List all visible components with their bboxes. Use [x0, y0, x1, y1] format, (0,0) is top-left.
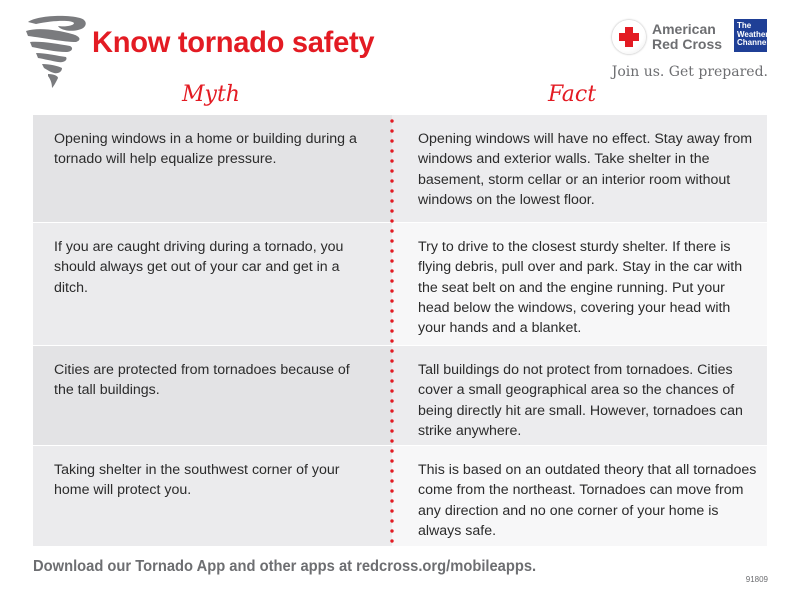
footer-app-download-text: Download our Tornado App and other apps at redcross.org/mobileapps. — [33, 558, 537, 575]
fact-cell: Opening windows will have no effect. Stay away from windows and exterior walls. Take shelter in the basement, storm cellar or an interior room without windows on the lowest floor. — [392, 115, 767, 222]
myth-column-heading: Myth — [182, 82, 240, 107]
document-code: 91809 — [745, 575, 768, 584]
weather-channel-line-2: Weather — [737, 29, 769, 39]
red-cross-logo-text — [652, 22, 722, 52]
table-row — [33, 223, 767, 345]
weather-channel-line-1: The — [737, 21, 752, 30]
table-row — [33, 446, 767, 546]
myth-cell: If you are caught driving during a tornado, you should always get out of your car and get in a ditch. — [33, 223, 392, 345]
dotted-column-divider — [390, 116, 394, 548]
fact-cell: Tall buildings do not protect from tornadoes. Cities cover a small geographical area so the chances of being directly hit are small. However, tornadoes can strike anywhere. — [392, 346, 767, 445]
tornado-icon — [24, 14, 90, 88]
table-row — [33, 346, 767, 445]
fact-column-heading: Fact — [548, 82, 597, 107]
red-cross-icon — [612, 20, 646, 54]
myth-cell: Opening windows in a home or building during a tornado will help equalize pressure. — [33, 115, 392, 222]
myth-cell: Taking shelter in the southwest corner of your home will protect you. — [33, 446, 392, 546]
page-title: Know tornado safety — [92, 26, 375, 59]
myth-fact-table — [33, 115, 767, 546]
myth-cell: Cities are protected from tornadoes because of the tall buildings. — [33, 346, 392, 445]
weather-channel-logo — [734, 19, 767, 52]
fact-cell: Try to drive to the closest sturdy shelter. If there is flying debris, pull over and park. Stay in the car with the seat belt on and the engine running. Put your head below the windows, covering your head with your hands and a blanket. — [392, 223, 767, 345]
red-cross-line-1: American — [652, 21, 716, 37]
tagline: Join us. Get prepared. — [611, 64, 768, 80]
red-cross-line-2: Red Cross — [652, 36, 723, 52]
weather-channel-line-3: Channel — [737, 38, 769, 47]
cross-horizontal-bar — [619, 33, 639, 41]
table-row — [33, 115, 767, 222]
fact-cell: This is based on an outdated theory that all tornadoes come from the northeast. Tornadoes can move from any direction and no one corner of your home is always safe. — [392, 446, 767, 546]
